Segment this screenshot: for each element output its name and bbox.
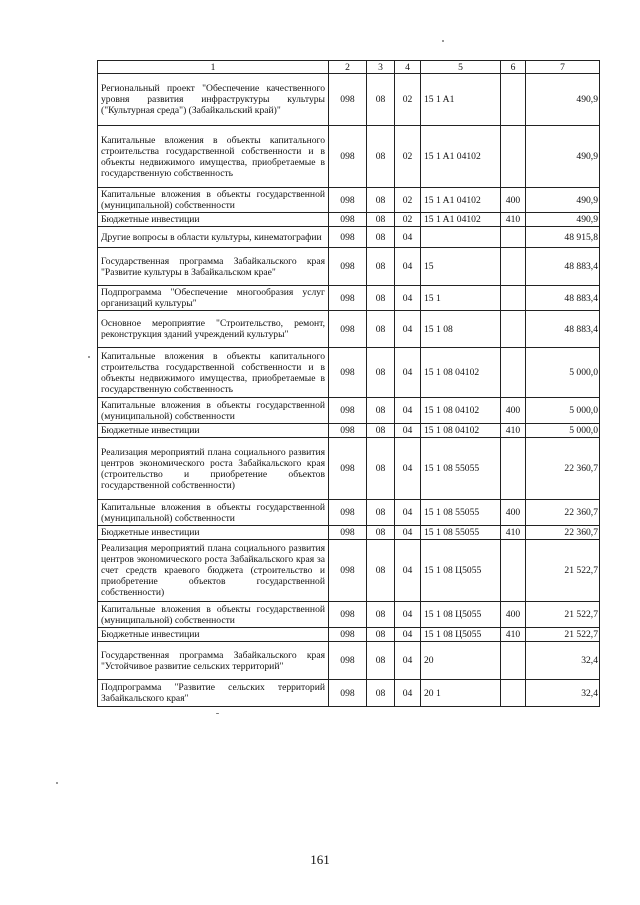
cell-name: Капитальные вложения в объекты государственной (муниципальной) собственности <box>98 188 329 213</box>
cell-sum: 48 915,8 <box>526 227 600 248</box>
cell-pr: 04 <box>395 424 421 438</box>
cell-sum: 48 883,4 <box>526 311 600 348</box>
table-row <box>98 680 600 707</box>
header-col-7: 7 <box>526 61 600 74</box>
table-row <box>98 424 600 438</box>
page-number: 161 <box>310 852 330 867</box>
cell-rz: 08 <box>367 286 395 311</box>
cell-name: Бюджетные инвестиции <box>98 424 329 438</box>
cell-rz: 08 <box>367 438 395 500</box>
table-row <box>98 628 600 642</box>
table-row <box>98 438 600 500</box>
cell-rz: 08 <box>367 398 395 424</box>
cell-sum: 22 360,7 <box>526 526 600 540</box>
cell-pr: 04 <box>395 248 421 286</box>
cell-sum: 490,9 <box>526 126 600 188</box>
cell-vr <box>501 540 526 602</box>
cell-rz: 08 <box>367 628 395 642</box>
table-row <box>98 227 600 248</box>
cell-vr <box>501 438 526 500</box>
table-row <box>98 500 600 526</box>
cell-csr: 15 1 08 04102 <box>421 398 501 424</box>
cell-csr: 15 1 08 04102 <box>421 424 501 438</box>
cell-csr: 15 1 08 Ц5055 <box>421 540 501 602</box>
cell-vr: 410 <box>501 526 526 540</box>
cell-grbs: 098 <box>329 642 367 680</box>
cell-csr: 15 1 08 55055 <box>421 526 501 540</box>
cell-vr <box>501 126 526 188</box>
cell-name: Государственная программа Забайкальского края "Развитие культуры в Забайкальском крае" <box>98 248 329 286</box>
table-row <box>98 526 600 540</box>
cell-vr <box>501 680 526 707</box>
cell-rz: 08 <box>367 188 395 213</box>
cell-pr: 04 <box>395 438 421 500</box>
cell-csr: 15 1 08 55055 <box>421 500 501 526</box>
cell-sum: 48 883,4 <box>526 286 600 311</box>
table-row <box>98 286 600 311</box>
cell-vr <box>501 286 526 311</box>
header-col-4: 4 <box>395 61 421 74</box>
cell-pr: 02 <box>395 74 421 126</box>
cell-name: Основное мероприятие "Строительство, ремонт, реконструкция зданий учреждений культуры" <box>98 311 329 348</box>
cell-grbs: 098 <box>329 398 367 424</box>
header-row <box>98 61 600 74</box>
cell-name: Государственная программа Забайкальского края "Устойчивое развитие сельских территорий" <box>98 642 329 680</box>
table-row <box>98 74 600 126</box>
cell-name: Бюджетные инвестиции <box>98 628 329 642</box>
cell-grbs: 098 <box>329 213 367 227</box>
cell-grbs: 098 <box>329 311 367 348</box>
cell-grbs: 098 <box>329 126 367 188</box>
cell-name: Бюджетные инвестиции <box>98 526 329 540</box>
cell-name: Подпрограмма "Обеспечение многообразия услуг организаций культуры" <box>98 286 329 311</box>
cell-csr: 15 1 A1 04102 <box>421 213 501 227</box>
header-col-2: 2 <box>329 61 367 74</box>
cell-rz: 08 <box>367 126 395 188</box>
cell-vr <box>501 311 526 348</box>
cell-rz: 08 <box>367 540 395 602</box>
cell-grbs: 098 <box>329 248 367 286</box>
table-row <box>98 348 600 398</box>
cell-csr: 15 1 A1 <box>421 74 501 126</box>
cell-sum: 32,4 <box>526 642 600 680</box>
cell-vr: 400 <box>501 500 526 526</box>
cell-csr: 15 1 08 55055 <box>421 438 501 500</box>
cell-name: Капитальные вложения в объекты государственной (муниципальной) собственности <box>98 602 329 628</box>
table-row <box>98 248 600 286</box>
cell-grbs: 098 <box>329 227 367 248</box>
cell-csr: 15 1 08 Ц5055 <box>421 602 501 628</box>
cell-sum: 21 522,7 <box>526 540 600 602</box>
budget-table <box>97 60 600 707</box>
cell-rz: 08 <box>367 424 395 438</box>
table-body <box>98 74 600 707</box>
cell-sum: 5 000,0 <box>526 398 600 424</box>
cell-vr: 400 <box>501 188 526 213</box>
cell-sum: 490,9 <box>526 188 600 213</box>
cell-csr: 20 1 <box>421 680 501 707</box>
cell-csr: 15 1 A1 04102 <box>421 126 501 188</box>
cell-pr: 04 <box>395 642 421 680</box>
cell-rz: 08 <box>367 248 395 286</box>
scan-speck <box>216 713 219 714</box>
cell-grbs: 098 <box>329 680 367 707</box>
cell-pr: 04 <box>395 628 421 642</box>
cell-csr: 15 1 08 04102 <box>421 348 501 398</box>
table-row <box>98 602 600 628</box>
cell-pr: 04 <box>395 602 421 628</box>
cell-rz: 08 <box>367 500 395 526</box>
scan-speck <box>442 40 444 42</box>
cell-pr: 04 <box>395 500 421 526</box>
cell-pr: 04 <box>395 286 421 311</box>
cell-pr: 04 <box>395 680 421 707</box>
cell-rz: 08 <box>367 680 395 707</box>
header-col-1: 1 <box>98 61 329 74</box>
table-header <box>98 61 600 74</box>
cell-name: Капитальные вложения в объекты государственной (муниципальной) собственности <box>98 398 329 424</box>
cell-rz: 08 <box>367 348 395 398</box>
cell-pr: 04 <box>395 311 421 348</box>
cell-pr: 02 <box>395 188 421 213</box>
cell-vr <box>501 348 526 398</box>
cell-name: Другие вопросы в области культуры, кинематографии <box>98 227 329 248</box>
scan-speck <box>56 782 58 784</box>
cell-grbs: 098 <box>329 540 367 602</box>
cell-grbs: 098 <box>329 348 367 398</box>
cell-pr: 04 <box>395 348 421 398</box>
cell-grbs: 098 <box>329 188 367 213</box>
header-col-5: 5 <box>421 61 501 74</box>
cell-vr <box>501 248 526 286</box>
cell-vr: 410 <box>501 424 526 438</box>
cell-csr: 15 1 A1 04102 <box>421 188 501 213</box>
cell-csr: 15 1 <box>421 286 501 311</box>
cell-rz: 08 <box>367 213 395 227</box>
cell-grbs: 098 <box>329 424 367 438</box>
cell-csr: 15 <box>421 248 501 286</box>
cell-grbs: 098 <box>329 74 367 126</box>
table-row <box>98 540 600 602</box>
cell-vr: 410 <box>501 628 526 642</box>
cell-grbs: 098 <box>329 286 367 311</box>
cell-name: Подпрограмма "Развитие сельских территорий Забайкальского края" <box>98 680 329 707</box>
cell-sum: 21 522,7 <box>526 628 600 642</box>
cell-name: Региональный проект "Обеспечение качественного уровня развития инфраструктуры культуры ("Культурная среда") (Забайкальский край)" <box>98 74 329 126</box>
cell-rz: 08 <box>367 642 395 680</box>
cell-vr: 410 <box>501 213 526 227</box>
cell-sum: 5 000,0 <box>526 424 600 438</box>
cell-csr: 15 1 08 Ц5055 <box>421 628 501 642</box>
cell-sum: 48 883,4 <box>526 248 600 286</box>
cell-rz: 08 <box>367 311 395 348</box>
cell-pr: 04 <box>395 227 421 248</box>
cell-sum: 22 360,7 <box>526 438 600 500</box>
table-row <box>98 188 600 213</box>
cell-vr <box>501 74 526 126</box>
scan-speck <box>88 356 90 358</box>
cell-sum: 32,4 <box>526 680 600 707</box>
cell-rz: 08 <box>367 526 395 540</box>
table-row <box>98 213 600 227</box>
cell-vr: 400 <box>501 398 526 424</box>
cell-pr: 04 <box>395 526 421 540</box>
cell-sum: 490,9 <box>526 213 600 227</box>
cell-sum: 21 522,7 <box>526 602 600 628</box>
cell-grbs: 098 <box>329 500 367 526</box>
header-col-3: 3 <box>367 61 395 74</box>
cell-grbs: 098 <box>329 602 367 628</box>
cell-name: Капитальные вложения в объекты государственной (муниципальной) собственности <box>98 500 329 526</box>
cell-csr <box>421 227 501 248</box>
cell-grbs: 098 <box>329 438 367 500</box>
cell-vr <box>501 227 526 248</box>
cell-name: Реализация мероприятий плана социального развития центров экономического роста Забайкальского края за счет средств краевого бюджета (строительство и приобретение объектов государственной собственности) <box>98 540 329 602</box>
cell-sum: 490,9 <box>526 74 600 126</box>
cell-pr: 04 <box>395 540 421 602</box>
cell-csr: 20 <box>421 642 501 680</box>
cell-grbs: 098 <box>329 628 367 642</box>
cell-rz: 08 <box>367 74 395 126</box>
cell-rz: 08 <box>367 602 395 628</box>
cell-pr: 04 <box>395 398 421 424</box>
cell-pr: 02 <box>395 126 421 188</box>
cell-sum: 5 000,0 <box>526 348 600 398</box>
cell-grbs: 098 <box>329 526 367 540</box>
table-row <box>98 311 600 348</box>
cell-pr: 02 <box>395 213 421 227</box>
header-col-6: 6 <box>501 61 526 74</box>
cell-vr: 400 <box>501 602 526 628</box>
cell-name: Капитальные вложения в объекты капитального строительства государственной собственности и в объекты недвижимого имущества, приобретаемые в государственную собственность <box>98 348 329 398</box>
cell-rz: 08 <box>367 227 395 248</box>
cell-name: Реализация мероприятий плана социального развития центров экономического роста Забайкальского края (строительство и приобретение объектов государственной собственности) <box>98 438 329 500</box>
cell-name: Бюджетные инвестиции <box>98 213 329 227</box>
table-row <box>98 398 600 424</box>
table-row <box>98 642 600 680</box>
cell-vr <box>501 642 526 680</box>
cell-sum: 22 360,7 <box>526 500 600 526</box>
table-row <box>98 126 600 188</box>
cell-csr: 15 1 08 <box>421 311 501 348</box>
cell-name: Капитальные вложения в объекты капитального строительства государственной собственности и в объекты недвижимого имущества, приобретаемые в государственную собственность <box>98 126 329 188</box>
